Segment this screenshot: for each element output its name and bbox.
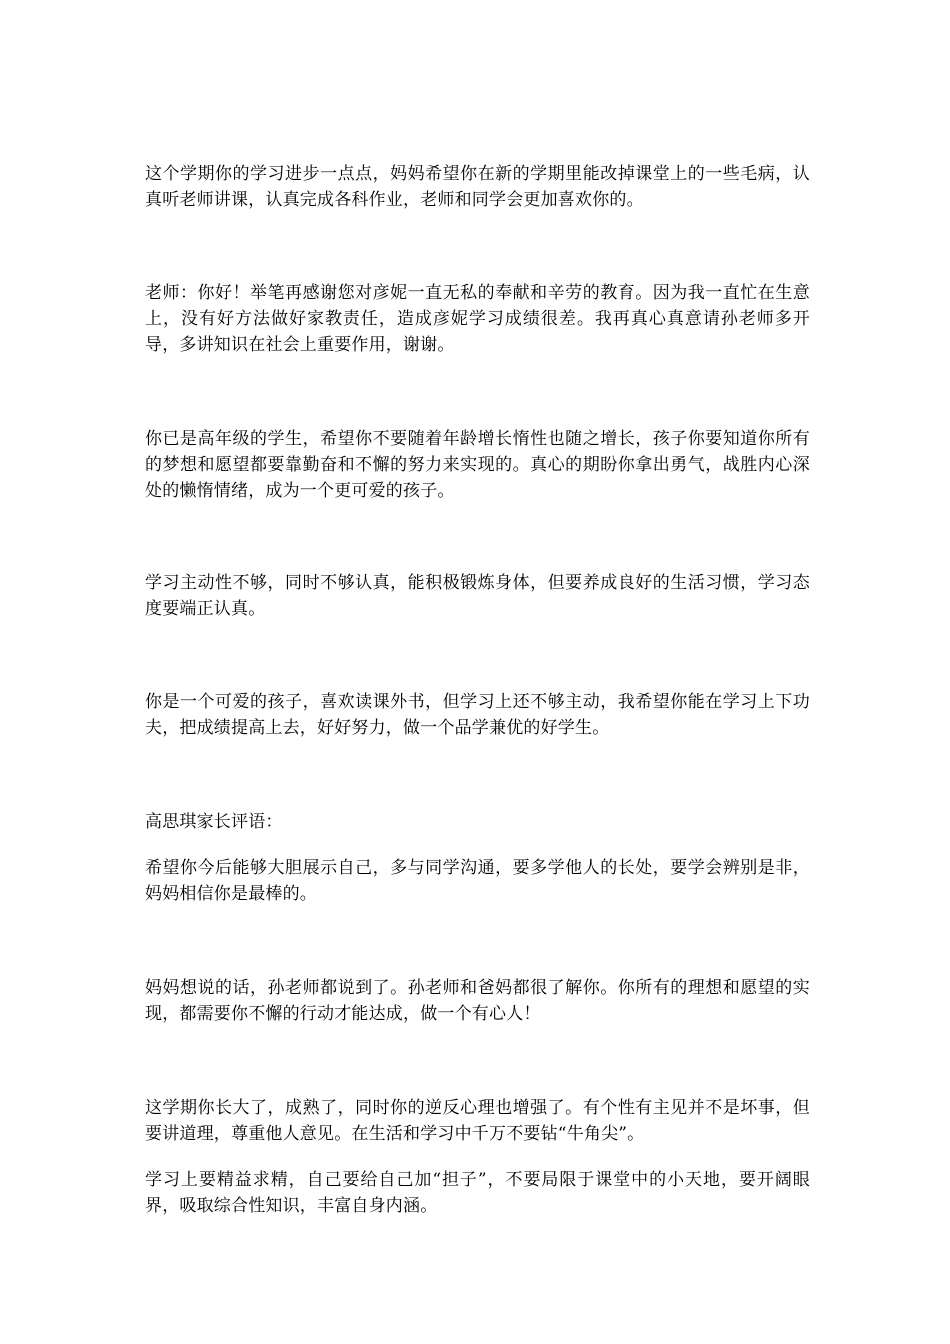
paragraph-4: 学习主动性不够，同时不够认真，能积极锻炼身体，但要养成良好的生活习惯，学习态度要端正认真。 [145, 573, 810, 619]
paragraph-5: 你是一个可爱的孩子，喜欢读课外书，但学习上还不够主动，我希望你能在学习上下功夫，把成绩提高上去，好好努力，做一个品学兼优的好学生。 [145, 692, 810, 738]
paragraph-2: 老师：你好！举笔再感谢您对彦妮一直无私的奉献和辛劳的教育。因为我一直忙在生意上，没有好方法做好家教责任，造成彦妮学习成绩很差。我再真心真意请孙老师多开导，多讲知识在社会上重要作用，谢谢。 [145, 283, 810, 355]
paragraph-7: 希望你今后能够大胆展示自己，多与同学沟通，要多学他人的长处，要学会辨别是非，妈妈相信你是最棒的。 [145, 858, 810, 904]
paragraph-10: 学习上要精益求精，自己要给自己加“担子”，不要局限于课堂中的小天地，要开阔眼界，吸取综合性知识，丰富自身内涵。 [145, 1170, 810, 1216]
section-heading: 高思琪家长评语： [145, 812, 283, 832]
paragraph-1: 这个学期你的学习进步一点点，妈妈希望你在新的学期里能改掉课堂上的一些毛病，认真听老师讲课，认真完成各科作业，老师和同学会更加喜欢你的。 [145, 164, 810, 210]
paragraph-3: 你已是高年级的学生，希望你不要随着年龄增长惰性也随之增长，孩子你要知道你所有的梦想和愿望都要靠勤奋和不懈的努力来实现的。真心的期盼你拿出勇气，战胜内心深处的懒惰情绪，成为一个更可爱的孩子。 [145, 429, 810, 501]
paragraph-8: 妈妈想说的话，孙老师都说到了。孙老师和爸妈都很了解你。你所有的理想和愿望的实现，都需要你不懈的行动才能达成，做一个有心人！ [145, 978, 810, 1024]
paragraph-9: 这学期你长大了，成熟了，同时你的逆反心理也增强了。有个性有主见并不是坏事，但要讲道理，尊重他人意见。在生活和学习中千万不要钻“牛角尖”。 [145, 1098, 810, 1144]
